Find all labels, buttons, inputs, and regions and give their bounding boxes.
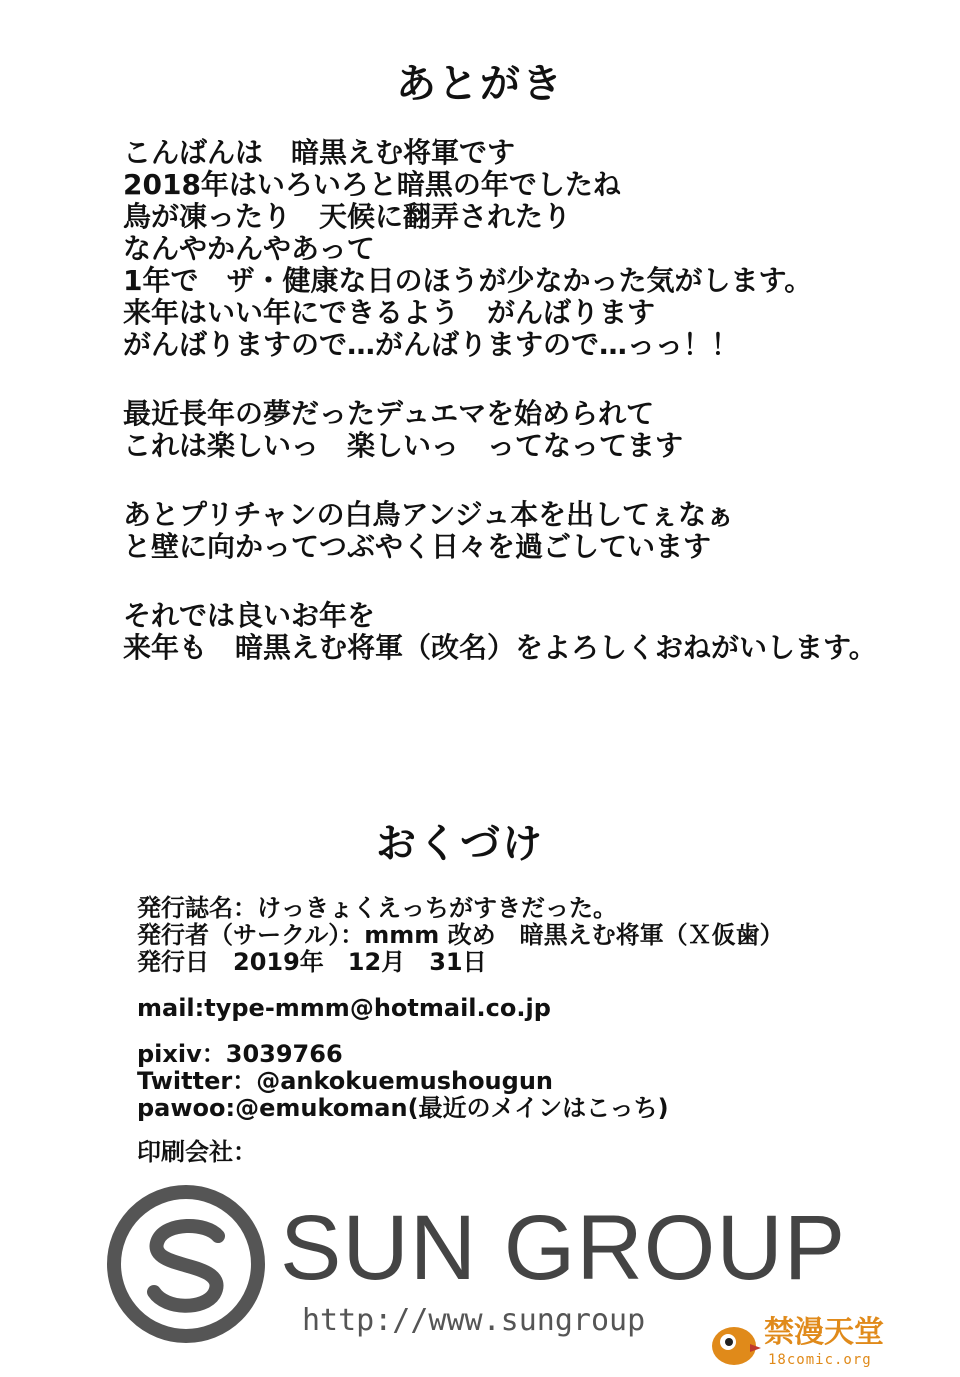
afterword-line: 最近長年の夢だったデュエマを始められて <box>123 397 655 430</box>
watermark-subtext: 18comic.org <box>768 1352 872 1368</box>
site-watermark <box>706 1316 926 1372</box>
afterword-line: 1年で ザ・健康な日のほうが少なかった気がします。 <box>123 264 813 297</box>
afterword-line: 来年はいい年にできるよう がんばります <box>123 296 656 329</box>
afterword-body <box>123 136 877 701</box>
printer-logo-url: http://www.sungroup <box>302 1303 646 1338</box>
afterword-title: あとがき <box>396 61 564 107</box>
mail-address: mail:type-mmm@hotmail.co.jp <box>137 994 551 1022</box>
afterword-line: こんばんは 暗黒えむ将軍です <box>123 136 516 169</box>
afterword-paragraph-4 <box>123 599 877 664</box>
afterword-line: それでは良いお年を <box>123 599 376 632</box>
pixiv-id: pixiv：3039766 <box>137 1040 343 1068</box>
printer-label: 印刷会社： <box>137 1138 257 1166</box>
watermark-text: 禁漫天堂 <box>764 1315 884 1350</box>
bird-mascot-icon <box>706 1320 762 1368</box>
colophon-title: おくづけ <box>376 821 544 867</box>
afterword-line: と壁に向かってつぶやく日々を過ごしています <box>123 530 712 563</box>
afterword-paragraph-2 <box>123 398 843 462</box>
pawoo-handle: pawoo:@emukoman(最近のメインはこっち) <box>137 1094 669 1122</box>
afterword-line: 2018年はいろいろと暗黒の年でしたね <box>123 168 621 201</box>
colophon-body <box>137 895 837 1166</box>
printer-logo-name: SUN GROUP <box>280 1197 847 1299</box>
afterword-line: がんばりますので…がんばりますので…っっ！！ <box>123 328 740 361</box>
afterword-line: 来年も 暗黒えむ将軍（改名）をよろしくおねがいします。 <box>123 631 877 664</box>
publisher: 発行者（サークル）：mmm 改め 暗黒えむ将軍（Ｘ仮歯） <box>137 921 784 949</box>
afterword-paragraph-1 <box>123 137 843 361</box>
afterword-paragraph-3 <box>123 499 843 563</box>
publication-title: 発行誌名：けっきょくえっちがすきだった。 <box>137 894 617 922</box>
afterword-line: なんやかんやあって <box>123 232 375 265</box>
afterword-line: これは楽しいっ 楽しいっ ってなってます <box>123 429 684 462</box>
afterword-line: あとプリチャンの白鳥アンジュ本を出してぇなぁ <box>123 498 735 531</box>
afterword-line: 鳥が凍ったり 天候に翻弄されたり <box>123 200 572 233</box>
publish-date: 発行日 2019年 12月 31日 <box>137 948 487 976</box>
twitter-handle: Twitter：@ankokuemushougun <box>137 1067 553 1095</box>
sun-group-logo-icon <box>106 1184 266 1344</box>
